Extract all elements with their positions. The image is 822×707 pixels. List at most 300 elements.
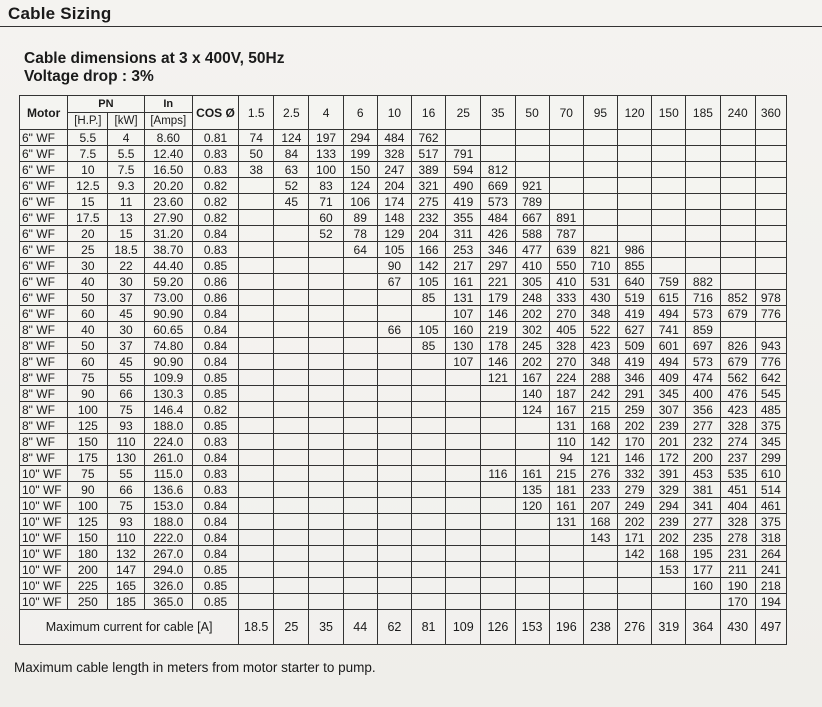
length-cell bbox=[549, 530, 583, 546]
length-cell bbox=[549, 546, 583, 562]
kw-cell: 130 bbox=[108, 450, 144, 466]
amps-cell: 60.65 bbox=[144, 322, 192, 338]
length-cell: 855 bbox=[618, 258, 652, 274]
kw-cell: 11 bbox=[108, 194, 144, 210]
length-cell: 451 bbox=[720, 482, 755, 498]
length-cell: 84 bbox=[274, 146, 309, 162]
length-cell: 759 bbox=[652, 274, 686, 290]
hp-unit: [H.P.] bbox=[74, 114, 102, 127]
size-header-0: 1.5 bbox=[239, 96, 274, 130]
length-cell: 242 bbox=[583, 386, 617, 402]
kw-cell: 75 bbox=[108, 402, 144, 418]
motor-cell: 6" WF bbox=[20, 178, 68, 194]
length-cell bbox=[274, 226, 309, 242]
length-cell bbox=[515, 514, 549, 530]
length-cell bbox=[446, 418, 481, 434]
table-row bbox=[20, 162, 787, 178]
length-cell: 38 bbox=[239, 162, 274, 178]
cable-sizing-table bbox=[19, 95, 787, 645]
kw-cell: 66 bbox=[108, 386, 144, 402]
length-cell bbox=[274, 258, 309, 274]
length-cell bbox=[446, 578, 481, 594]
size-header-9: 70 bbox=[549, 96, 583, 130]
length-cell: 105 bbox=[377, 242, 411, 258]
length-cell: 259 bbox=[618, 402, 652, 418]
kw-cell: 13 bbox=[108, 210, 144, 226]
length-cell: 410 bbox=[515, 258, 549, 274]
kw-cell: 55 bbox=[108, 370, 144, 386]
length-cell: 517 bbox=[411, 146, 445, 162]
length-cell bbox=[652, 242, 686, 258]
length-cell bbox=[343, 274, 377, 290]
length-cell: 341 bbox=[686, 498, 720, 514]
amps-cell: 12.40 bbox=[144, 146, 192, 162]
length-cell bbox=[274, 354, 309, 370]
length-cell: 679 bbox=[720, 354, 755, 370]
length-cell bbox=[481, 514, 515, 530]
length-cell: 741 bbox=[652, 322, 686, 338]
length-cell bbox=[411, 434, 445, 450]
cos-cell: 0.84 bbox=[192, 450, 238, 466]
hp-cell: 20 bbox=[68, 226, 108, 242]
max-current-value: 276 bbox=[618, 610, 652, 645]
subtitle bbox=[24, 50, 284, 86]
cos-cell: 0.83 bbox=[192, 482, 238, 498]
length-cell bbox=[618, 578, 652, 594]
length-cell bbox=[755, 146, 786, 162]
max-current-value: 35 bbox=[309, 610, 343, 645]
amps-cell: 90.90 bbox=[144, 354, 192, 370]
length-cell bbox=[720, 146, 755, 162]
length-cell: 474 bbox=[686, 370, 720, 386]
length-cell bbox=[343, 418, 377, 434]
motor-cell: 6" WF bbox=[20, 274, 68, 290]
length-cell: 202 bbox=[515, 354, 549, 370]
motor-cell: 8" WF bbox=[20, 434, 68, 450]
length-cell bbox=[481, 482, 515, 498]
length-cell bbox=[309, 434, 343, 450]
length-cell bbox=[343, 562, 377, 578]
kw-cell: 5.5 bbox=[108, 146, 144, 162]
length-cell bbox=[686, 146, 720, 162]
length-cell: 161 bbox=[549, 498, 583, 514]
kw-cell: 185 bbox=[108, 594, 144, 610]
length-cell: 232 bbox=[411, 210, 445, 226]
length-cell: 67 bbox=[377, 274, 411, 290]
length-cell: 476 bbox=[720, 386, 755, 402]
length-cell: 716 bbox=[686, 290, 720, 306]
length-cell bbox=[239, 434, 274, 450]
length-cell bbox=[549, 578, 583, 594]
cos-cell: 0.85 bbox=[192, 578, 238, 594]
length-cell: 321 bbox=[411, 178, 445, 194]
length-cell bbox=[377, 530, 411, 546]
length-cell: 146 bbox=[481, 354, 515, 370]
cos-cell: 0.83 bbox=[192, 434, 238, 450]
length-cell bbox=[618, 178, 652, 194]
length-cell: 85 bbox=[411, 290, 445, 306]
length-cell bbox=[377, 514, 411, 530]
length-cell: 52 bbox=[309, 226, 343, 242]
max-current-label: Maximum current for cable [A] bbox=[20, 610, 239, 645]
hp-cell: 7.5 bbox=[68, 146, 108, 162]
table-row bbox=[20, 322, 787, 338]
length-cell bbox=[618, 210, 652, 226]
cos-cell: 0.83 bbox=[192, 162, 238, 178]
size-header-7: 35 bbox=[481, 96, 515, 130]
length-cell bbox=[309, 562, 343, 578]
hp-cell: 150 bbox=[68, 530, 108, 546]
table-row bbox=[20, 338, 787, 354]
length-cell bbox=[618, 226, 652, 242]
hp-cell: 225 bbox=[68, 578, 108, 594]
length-cell: 107 bbox=[446, 354, 481, 370]
kw-cell: 75 bbox=[108, 498, 144, 514]
length-cell: 311 bbox=[446, 226, 481, 242]
length-cell: 332 bbox=[618, 466, 652, 482]
cos-cell: 0.83 bbox=[192, 466, 238, 482]
cable-sizing-table-container bbox=[19, 95, 787, 645]
length-cell bbox=[343, 434, 377, 450]
length-cell bbox=[309, 290, 343, 306]
kw-cell: 110 bbox=[108, 434, 144, 450]
length-cell: 166 bbox=[411, 242, 445, 258]
length-cell: 356 bbox=[686, 402, 720, 418]
length-cell bbox=[720, 274, 755, 290]
length-cell: 627 bbox=[618, 322, 652, 338]
hp-cell: 25 bbox=[68, 242, 108, 258]
length-cell: 231 bbox=[720, 546, 755, 562]
kw-cell: 66 bbox=[108, 482, 144, 498]
length-cell: 426 bbox=[481, 226, 515, 242]
length-cell bbox=[583, 162, 617, 178]
kw-cell: 7.5 bbox=[108, 162, 144, 178]
length-cell bbox=[583, 562, 617, 578]
footnote: Maximum cable length in meters from motor starter to pump. bbox=[14, 660, 376, 675]
max-current-value: 153 bbox=[515, 610, 549, 645]
hp-cell: 100 bbox=[68, 402, 108, 418]
length-cell bbox=[481, 434, 515, 450]
length-cell bbox=[515, 418, 549, 434]
length-cell: 826 bbox=[720, 338, 755, 354]
length-cell bbox=[274, 274, 309, 290]
motor-cell: 10" WF bbox=[20, 530, 68, 546]
amps-cell: 23.60 bbox=[144, 194, 192, 210]
length-cell: 63 bbox=[274, 162, 309, 178]
length-cell: 202 bbox=[618, 418, 652, 434]
length-cell bbox=[755, 242, 786, 258]
length-cell bbox=[274, 290, 309, 306]
length-cell: 161 bbox=[515, 466, 549, 482]
table-row bbox=[20, 226, 787, 242]
length-cell: 639 bbox=[549, 242, 583, 258]
hp-cell: 17.5 bbox=[68, 210, 108, 226]
max-current-value: 44 bbox=[343, 610, 377, 645]
hp-cell: 180 bbox=[68, 546, 108, 562]
max-current-value: 364 bbox=[686, 610, 720, 645]
length-cell: 522 bbox=[583, 322, 617, 338]
hp-cell: 40 bbox=[68, 322, 108, 338]
length-cell bbox=[274, 546, 309, 562]
length-cell: 490 bbox=[446, 178, 481, 194]
length-cell bbox=[446, 546, 481, 562]
length-cell bbox=[377, 562, 411, 578]
amps-cell: 115.0 bbox=[144, 466, 192, 482]
length-cell: 153 bbox=[652, 562, 686, 578]
length-cell: 105 bbox=[411, 322, 445, 338]
kw-cell: 132 bbox=[108, 546, 144, 562]
length-cell: 148 bbox=[377, 210, 411, 226]
length-cell: 130 bbox=[446, 338, 481, 354]
table-row bbox=[20, 450, 787, 466]
length-cell bbox=[274, 402, 309, 418]
length-cell: 45 bbox=[274, 194, 309, 210]
pn-label: PN bbox=[98, 98, 114, 110]
length-cell bbox=[274, 386, 309, 402]
length-cell: 85 bbox=[411, 338, 445, 354]
length-cell: 419 bbox=[618, 306, 652, 322]
size-header-6: 25 bbox=[446, 96, 481, 130]
length-cell bbox=[481, 402, 515, 418]
length-cell bbox=[239, 418, 274, 434]
length-cell bbox=[583, 130, 617, 146]
length-cell bbox=[755, 178, 786, 194]
length-cell bbox=[274, 498, 309, 514]
length-cell bbox=[239, 386, 274, 402]
length-cell: 477 bbox=[515, 242, 549, 258]
length-cell: 812 bbox=[481, 162, 515, 178]
max-current-value: 319 bbox=[652, 610, 686, 645]
length-cell bbox=[515, 146, 549, 162]
length-cell: 400 bbox=[686, 386, 720, 402]
table-row bbox=[20, 274, 787, 290]
length-cell: 430 bbox=[583, 290, 617, 306]
length-cell bbox=[343, 514, 377, 530]
length-cell bbox=[515, 546, 549, 562]
length-cell: 882 bbox=[686, 274, 720, 290]
table-body bbox=[20, 130, 787, 610]
length-cell: 200 bbox=[686, 450, 720, 466]
size-header-3: 6 bbox=[343, 96, 377, 130]
length-cell: 249 bbox=[618, 498, 652, 514]
cos-header: COS Ø bbox=[192, 96, 238, 130]
length-cell bbox=[343, 322, 377, 338]
length-cell bbox=[515, 450, 549, 466]
length-cell bbox=[446, 130, 481, 146]
length-cell: 140 bbox=[515, 386, 549, 402]
length-cell bbox=[446, 402, 481, 418]
length-cell bbox=[239, 338, 274, 354]
length-cell bbox=[481, 386, 515, 402]
length-cell bbox=[720, 258, 755, 274]
length-cell: 601 bbox=[652, 338, 686, 354]
length-cell: 355 bbox=[446, 210, 481, 226]
length-cell: 550 bbox=[549, 258, 583, 274]
length-cell bbox=[343, 354, 377, 370]
max-current-value: 62 bbox=[377, 610, 411, 645]
length-cell bbox=[239, 178, 274, 194]
table-row bbox=[20, 418, 787, 434]
length-cell: 573 bbox=[686, 354, 720, 370]
cos-cell: 0.84 bbox=[192, 354, 238, 370]
length-cell bbox=[583, 146, 617, 162]
table-row bbox=[20, 466, 787, 482]
length-cell: 514 bbox=[755, 482, 786, 498]
cos-cell: 0.85 bbox=[192, 258, 238, 274]
length-cell bbox=[309, 466, 343, 482]
length-cell bbox=[239, 530, 274, 546]
hp-cell: 10 bbox=[68, 162, 108, 178]
length-cell bbox=[481, 130, 515, 146]
length-cell bbox=[274, 370, 309, 386]
length-cell bbox=[343, 578, 377, 594]
length-cell: 110 bbox=[549, 434, 583, 450]
table-row bbox=[20, 402, 787, 418]
amps-cell: 8.60 bbox=[144, 130, 192, 146]
length-cell bbox=[343, 370, 377, 386]
length-cell: 276 bbox=[583, 466, 617, 482]
length-cell bbox=[377, 290, 411, 306]
hp-cell: 200 bbox=[68, 562, 108, 578]
length-cell bbox=[377, 594, 411, 610]
motor-cell: 6" WF bbox=[20, 194, 68, 210]
table-row bbox=[20, 546, 787, 562]
length-cell: 143 bbox=[583, 530, 617, 546]
length-cell bbox=[239, 370, 274, 386]
kw-cell: 165 bbox=[108, 578, 144, 594]
length-cell: 187 bbox=[549, 386, 583, 402]
motor-cell: 10" WF bbox=[20, 578, 68, 594]
length-cell: 160 bbox=[686, 578, 720, 594]
length-cell: 146 bbox=[618, 450, 652, 466]
hp-cell: 12.5 bbox=[68, 178, 108, 194]
length-cell: 64 bbox=[343, 242, 377, 258]
length-cell: 328 bbox=[549, 338, 583, 354]
hp-cell: 90 bbox=[68, 386, 108, 402]
length-cell: 494 bbox=[652, 306, 686, 322]
amps-cell: 90.90 bbox=[144, 306, 192, 322]
length-cell bbox=[274, 434, 309, 450]
length-cell: 375 bbox=[755, 514, 786, 530]
length-cell: 346 bbox=[481, 242, 515, 258]
length-cell bbox=[515, 594, 549, 610]
table-row bbox=[20, 178, 787, 194]
max-current-value: 497 bbox=[755, 610, 786, 645]
length-cell: 177 bbox=[686, 562, 720, 578]
amps-cell: 261.0 bbox=[144, 450, 192, 466]
table-row bbox=[20, 290, 787, 306]
size-header-2: 4 bbox=[309, 96, 343, 130]
length-cell bbox=[583, 594, 617, 610]
length-cell bbox=[686, 194, 720, 210]
cos-cell: 0.82 bbox=[192, 402, 238, 418]
motor-cell: 8" WF bbox=[20, 354, 68, 370]
kw-cell: 45 bbox=[108, 306, 144, 322]
table-row bbox=[20, 530, 787, 546]
length-cell: 83 bbox=[309, 178, 343, 194]
length-cell bbox=[309, 370, 343, 386]
length-cell: 776 bbox=[755, 354, 786, 370]
length-cell: 610 bbox=[755, 466, 786, 482]
length-cell bbox=[239, 562, 274, 578]
length-cell bbox=[549, 162, 583, 178]
length-cell: 410 bbox=[549, 274, 583, 290]
length-cell bbox=[377, 434, 411, 450]
length-cell: 409 bbox=[652, 370, 686, 386]
length-cell bbox=[652, 194, 686, 210]
length-cell bbox=[481, 546, 515, 562]
length-cell bbox=[549, 130, 583, 146]
length-cell bbox=[686, 226, 720, 242]
length-cell: 106 bbox=[343, 194, 377, 210]
motor-cell: 6" WF bbox=[20, 242, 68, 258]
table-row bbox=[20, 258, 787, 274]
motor-cell: 6" WF bbox=[20, 226, 68, 242]
length-cell bbox=[481, 594, 515, 610]
length-cell bbox=[720, 162, 755, 178]
length-cell: 124 bbox=[515, 402, 549, 418]
length-cell: 66 bbox=[377, 322, 411, 338]
length-cell bbox=[686, 162, 720, 178]
length-cell: 181 bbox=[549, 482, 583, 498]
length-cell bbox=[720, 194, 755, 210]
length-cell bbox=[309, 274, 343, 290]
length-cell bbox=[309, 418, 343, 434]
length-cell: 594 bbox=[446, 162, 481, 178]
length-cell bbox=[515, 434, 549, 450]
length-cell bbox=[720, 226, 755, 242]
subtitle-voltage-drop: Voltage drop : 3% bbox=[24, 68, 154, 85]
length-cell: 89 bbox=[343, 210, 377, 226]
length-cell bbox=[446, 562, 481, 578]
length-cell bbox=[652, 258, 686, 274]
table-row bbox=[20, 386, 787, 402]
amps-cell: 73.00 bbox=[144, 290, 192, 306]
length-cell bbox=[481, 562, 515, 578]
motor-cell: 10" WF bbox=[20, 594, 68, 610]
max-current-value: 18.5 bbox=[239, 610, 274, 645]
hp-cell: 40 bbox=[68, 274, 108, 290]
length-cell: 142 bbox=[618, 546, 652, 562]
length-cell bbox=[411, 498, 445, 514]
length-cell bbox=[686, 130, 720, 146]
length-cell: 279 bbox=[618, 482, 652, 498]
amps-header bbox=[144, 113, 192, 130]
length-cell: 264 bbox=[755, 546, 786, 562]
length-cell: 318 bbox=[755, 530, 786, 546]
length-cell: 519 bbox=[618, 290, 652, 306]
length-cell bbox=[309, 594, 343, 610]
cos-cell: 0.85 bbox=[192, 594, 238, 610]
length-cell bbox=[549, 194, 583, 210]
length-cell bbox=[343, 546, 377, 562]
length-cell bbox=[377, 402, 411, 418]
length-cell bbox=[618, 594, 652, 610]
length-cell bbox=[755, 194, 786, 210]
subtitle-cable-dimensions: Cable dimensions at 3 x 400V, 50Hz bbox=[24, 50, 285, 67]
motor-cell: 8" WF bbox=[20, 386, 68, 402]
length-cell bbox=[309, 338, 343, 354]
length-cell bbox=[686, 178, 720, 194]
pn-header bbox=[68, 96, 144, 113]
kw-cell: 4 bbox=[108, 130, 144, 146]
in-header bbox=[144, 96, 192, 113]
length-cell: 891 bbox=[549, 210, 583, 226]
length-cell: 419 bbox=[446, 194, 481, 210]
length-cell: 762 bbox=[411, 130, 445, 146]
length-cell bbox=[309, 258, 343, 274]
length-cell: 237 bbox=[720, 450, 755, 466]
